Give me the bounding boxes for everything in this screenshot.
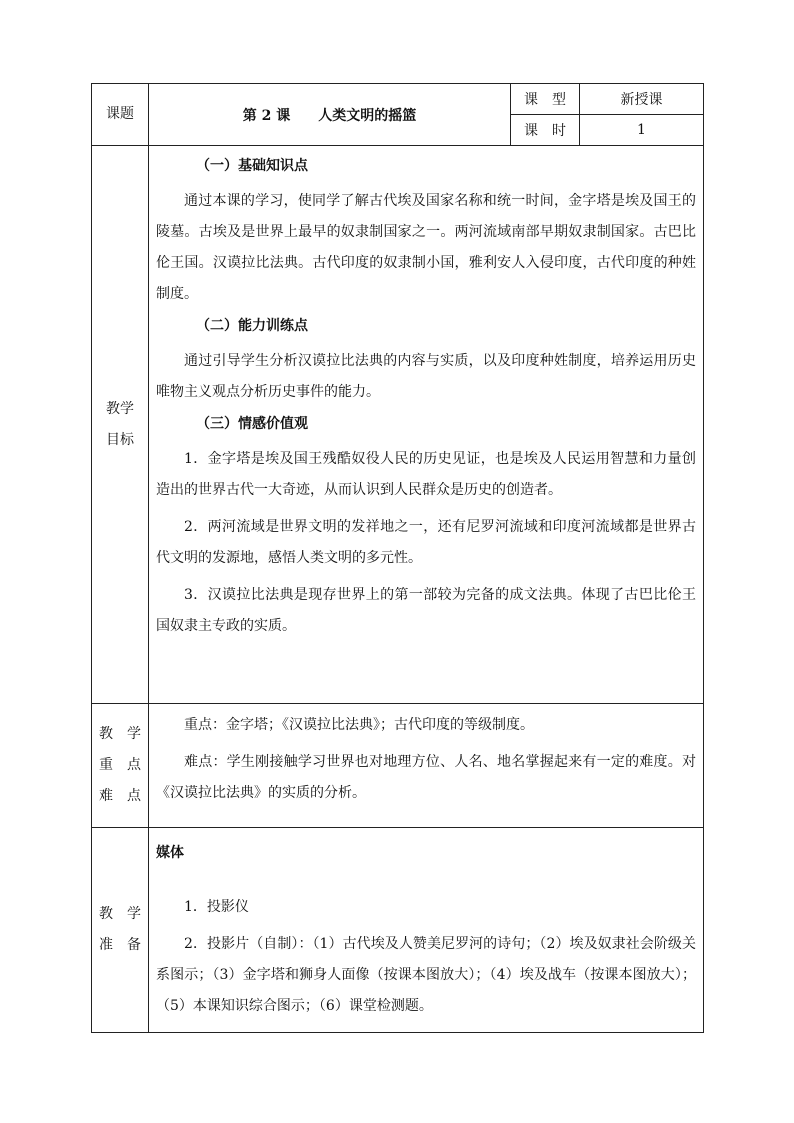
lesson-type-value: 新授课: [580, 84, 704, 115]
focus-difficulty-content: [149, 704, 704, 828]
key-points: 重点：金字塔；《汉谟拉比法典》；古代印度的等级制度。: [184, 717, 534, 733]
goals-section-heading: （三）情感价值观: [196, 416, 308, 432]
teaching-goals-label-text: 教学 目标: [106, 400, 134, 448]
teaching-goals-label: [92, 146, 149, 704]
difficult-points: 难点：学生刚接触学习世界也对地理方位、人名、地名掌握起来有一定的难度。对《汉谟拉比法典》的实质的分析。: [156, 754, 696, 801]
prep-item: 1．投影仪: [184, 899, 249, 915]
goals-paragraph: 通过本课的学习，使同学了解古代埃及国家名称和统一时间，金字塔是埃及国王的陵墓。古埃及是世界上最早的奴隶制国家之一。两河流域南部早期奴隶制国家。古巴比伦王国。汉谟拉比法典。古代印度的奴隶制小国，雅利安人入侵印度，古代印度的种姓制度。: [156, 193, 696, 302]
prep-item: 2．投影片（自制）：（1）古代埃及人赞美尼罗河的诗句；（2）埃及奴隶社会阶级关系图示；（3）金字塔和狮身人面像（按课本图放大）；（4）埃及战车（按课本图放大）；（5）本课知识综合图示；（6）课堂检测题。: [156, 936, 696, 1014]
goals-paragraph: 1．金字塔是埃及国王残酷奴役人民的历史见证，也是埃及人民运用智慧和力量创造出的世界古代一大奇迹，从而认识到人民群众是历史的创造者。: [156, 451, 696, 498]
focus-difficulty-label: [92, 704, 149, 828]
lesson-hours-label: 课 时: [511, 115, 580, 146]
goals-paragraph: 通过引导学生分析汉谟拉比法典的内容与实质，以及印度种姓制度，培养运用历史唯物主义观点分析历史事件的能力。: [156, 353, 696, 400]
focus-difficulty-label-text: 教 学 重 点 难 点: [99, 726, 141, 804]
goals-section-heading: （一）基础知识点: [196, 158, 308, 174]
lesson-type-label: 课 型: [511, 84, 580, 115]
topic-label: 课题: [92, 84, 149, 146]
goals-section-heading: （二）能力训练点: [196, 318, 308, 334]
lesson-title: 第 2 课 人类文明的摇篮: [149, 84, 511, 146]
lesson-plan-table: [91, 83, 704, 1033]
goals-paragraph: 3．汉谟拉比法典是现存世界上的第一部较为完备的成文法典。体现了古巴比伦王国奴隶主专政的实质。: [156, 587, 696, 634]
teaching-goals-content: [149, 146, 704, 704]
lesson-hours-value: 1: [580, 115, 704, 146]
teaching-prep-label-text: 教 学 准 备: [99, 906, 141, 953]
media-heading: 媒体: [156, 845, 184, 861]
teaching-prep-label: [92, 828, 149, 1033]
goals-paragraph: 2．两河流域是世界文明的发祥地之一，还有尼罗河流域和印度河流域都是世界古代文明的发源地，感悟人类文明的多元性。: [156, 519, 696, 566]
teaching-prep-content: [149, 828, 704, 1033]
